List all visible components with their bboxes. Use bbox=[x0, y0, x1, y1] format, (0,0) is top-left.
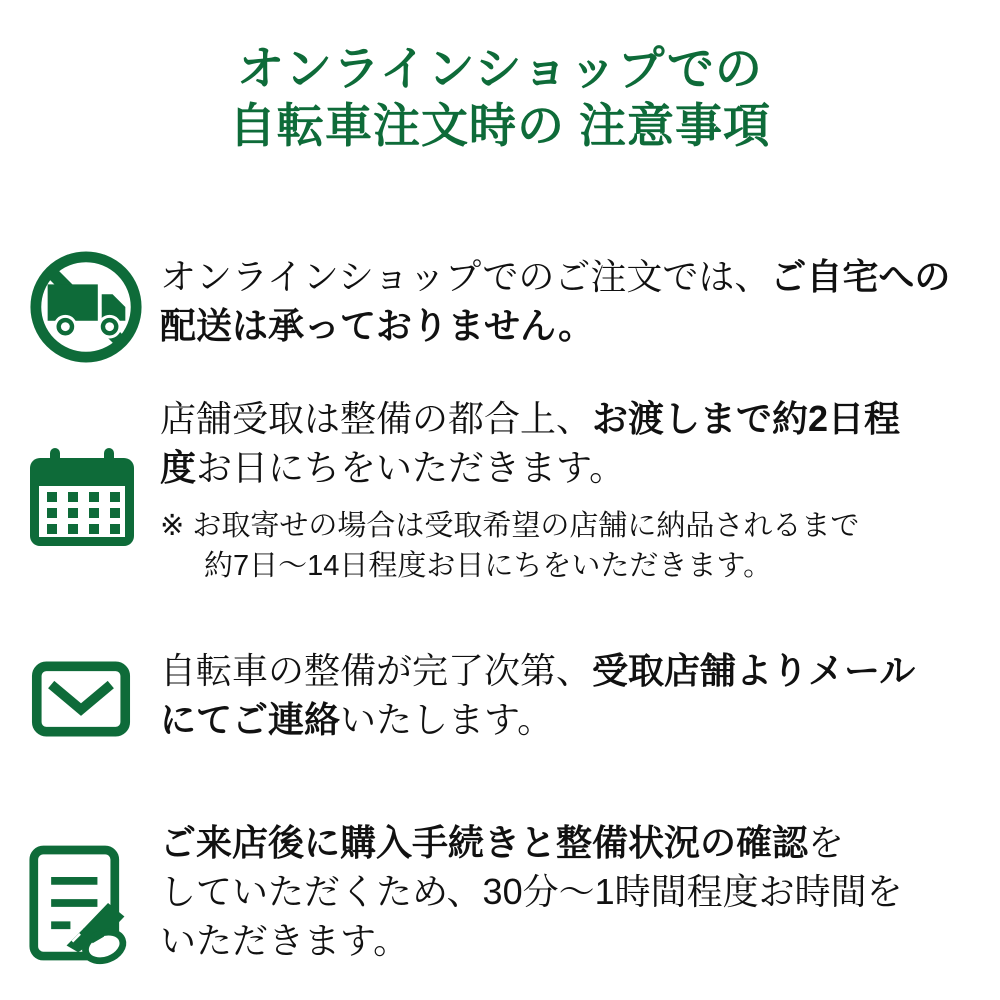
no-home-delivery-icon bbox=[27, 248, 145, 366]
calendar-icon bbox=[30, 448, 134, 548]
visit-text-regular-2: していただくため、30分〜1時間程度お時間を bbox=[160, 871, 903, 912]
pickup-text-bold-2: 度 bbox=[160, 447, 197, 488]
visit-text-regular-3: いただきます。 bbox=[160, 920, 410, 961]
mail-icon bbox=[31, 660, 131, 738]
delivery-text-bold-2: 配送は承っておりません。 bbox=[160, 305, 595, 346]
section-mail-text bbox=[160, 646, 992, 744]
mail-text-bold-1: 受取店舗よりメール bbox=[592, 650, 916, 691]
visit-text-regular-1: を bbox=[808, 822, 845, 863]
pickup-text-regular-1: 店舗受取は整備の都合上、 bbox=[160, 398, 593, 439]
visit-text-bold: ご来店後に購入手続きと整備状況の確認 bbox=[160, 822, 809, 863]
delivery-text-regular: オンラインショップでのご注文では、 bbox=[160, 256, 771, 297]
document-signing-icon bbox=[28, 842, 136, 966]
mail-text-regular-2: いたします。 bbox=[340, 699, 554, 740]
page-title-line2: 自転車注文時の 注意事項 bbox=[228, 99, 772, 152]
delivery-text-bold-1: ご自宅への bbox=[770, 256, 951, 297]
pickup-note-line2: 約7日〜14日程度お日にちをいただきます。 bbox=[204, 550, 773, 582]
mail-text-bold-2: にてご連絡 bbox=[160, 699, 341, 740]
page-title-line1: オンラインショップでの bbox=[237, 42, 763, 95]
section-delivery-text bbox=[160, 252, 992, 350]
page-title bbox=[0, 40, 1000, 154]
pickup-note-text bbox=[160, 506, 992, 586]
pickup-text-regular-2: お日にちをいただきます。 bbox=[196, 447, 626, 488]
section-pickup-text bbox=[160, 394, 992, 492]
pickup-text-bold-1: お渡しまで約2日程 bbox=[592, 398, 901, 439]
pickup-note-line1: ※ お取寄せの場合は受取希望の店舗に納品されるまで bbox=[160, 510, 860, 542]
section-visit-text bbox=[160, 818, 992, 965]
mail-text-regular-1: 自転車の整備が完了次第、 bbox=[160, 650, 593, 691]
